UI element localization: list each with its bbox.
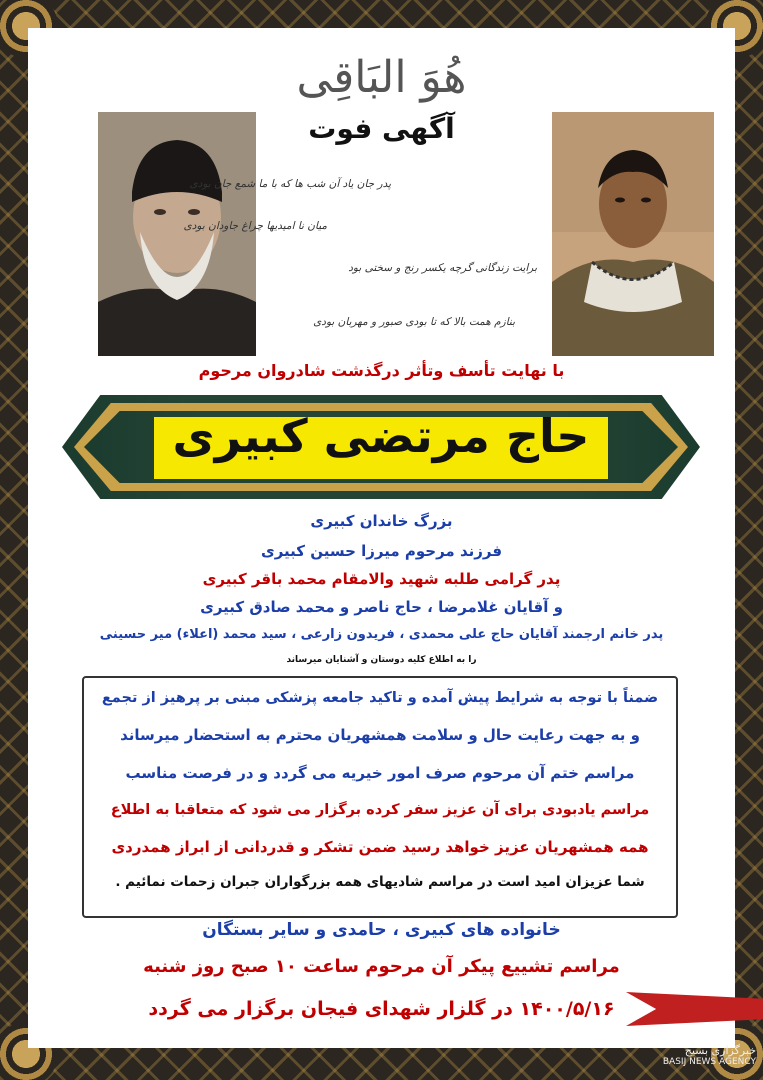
heading-calligraphy: هُوَ البَاقِی: [296, 52, 467, 103]
poem-line: پدر جان یاد آن شب ها که با ما شمع جان بودی: [189, 178, 391, 190]
notice-line: و به جهت رعایت حال و سلامت همشهریان محترم به استحضار میرساند: [120, 726, 640, 744]
notice-line: مراسم یادبودی برای آن عزیز سفر کرده برگزار می شود که متعاقبا به اطلاع: [110, 802, 650, 818]
families-line: خانواده های کبیری ، حامدی و سایر بستگان: [202, 920, 561, 940]
notice-line: مراسم ختم آن مرحوم صرف امور خیریه می گردد و در فرصت مناسب: [125, 764, 635, 782]
relation-line: فرزند مرحوم میرزا حسین کبیری: [260, 542, 503, 560]
poem-line: برایت زندگانی گرچه یکسر رنج و سختی بود: [348, 262, 537, 274]
poem-line: بنازم همت بالا که تا بودی صبور و مهربان بودی: [313, 316, 515, 328]
deceased-name: حاج مرتضی کبیری: [172, 409, 590, 463]
relation-line: پدر گرامی طلبه شهید والامقام محمد باقر کبیری: [202, 570, 561, 588]
martyr-photo: [552, 112, 714, 356]
notice-line: همه همشهریان عزیز خواهد رسید ضمن تشکر و قدردانی از ابراز همدردی: [111, 838, 649, 856]
notice-box: [82, 676, 678, 918]
portrait-martyr-icon: [552, 112, 714, 356]
notice-line: شما عزیزان امید است در مراسم شادیهای همه بزرگواران جبران زحمات نمائیم .: [115, 874, 645, 890]
poem-line: میان نا امیدیها چراغ جاودان بودی: [183, 220, 327, 232]
portrait-elder-icon: [98, 112, 256, 356]
agency-name-fa: خبرگزاری بسیج: [684, 1044, 756, 1057]
deceased-photo: [98, 112, 256, 356]
announcement-intro: با نهایت تأسف وتأثر درگذشت شادروان مرحوم: [198, 361, 565, 380]
relation-line: و آقایان غلامرضا ، حاج ناصر و محمد صادق کبیری: [200, 598, 563, 616]
agency-name-en: BASIJ NEWS AGENCY: [662, 1057, 756, 1067]
relation-line: پدر خانم ارجمند آقایان حاج علی محمدی ، فریدون زارعی ، سید محمد (اعلاء) میر حسینی: [99, 627, 664, 642]
ceremony-date-line: ۱۴۰۰/۵/۱۶ در گلزار شهدای فیجان برگزار می گردد: [148, 998, 615, 1020]
notice-line: ضمناً با توجه به شرایط پیش آمده و تاکید جامعه پزشکی مبنی بر پرهیز از تجمع: [101, 690, 659, 706]
relation-line: را به اطلاع کلیه دوستان و آشنایان میرساند: [286, 655, 477, 665]
agency-watermark: [636, 1044, 756, 1074]
ceremony-line: مراسم تشییع پیکر آن مرحوم ساعت ۱۰ صبح روز شنبه: [143, 956, 620, 977]
page-title: آگهی فوت: [308, 112, 455, 145]
relation-line: بزرگ خاندان کبیری: [310, 512, 453, 530]
name-banner: [62, 395, 700, 499]
